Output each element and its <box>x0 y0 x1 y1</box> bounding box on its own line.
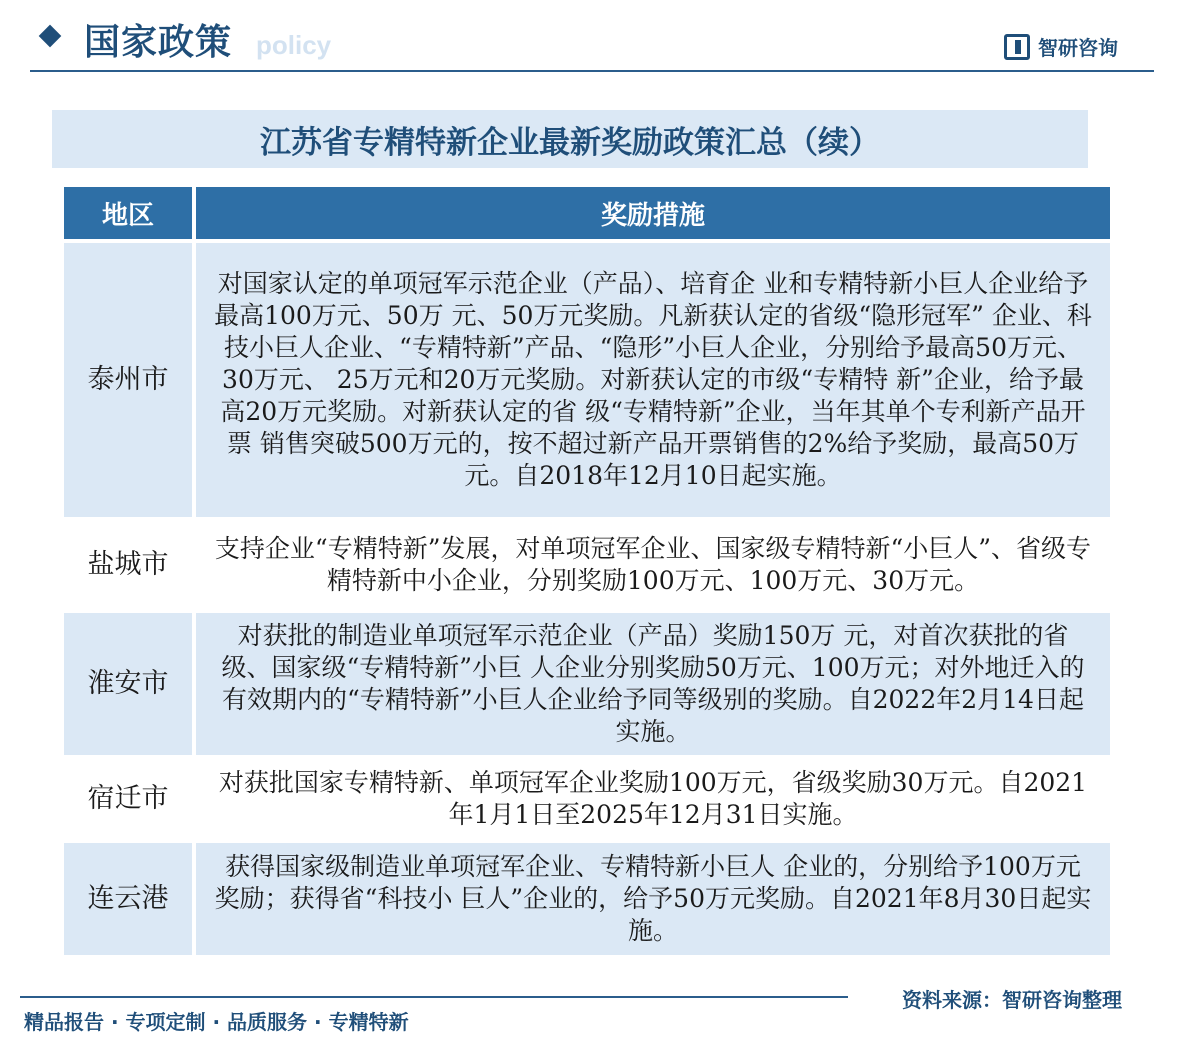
measure-cell: 对国家认定的单项冠军示范企业（产品）、培育企 业和专精特新小巨人企业给予最高100万元、50万 元、50万元奖励。凡新获认定的省级“隐形冠军” 企业、科技小巨人企业、“专精特新”产品、“隐形”小巨人企业，分别给予最高50万元、30万元、 25万元和20万元奖励。对新获认定的市级“专精特 新”企业，给予最高20万元奖励。对新获认定的省 级“专精特新”企业，当年其单个专利新产品开票 销售突破500万元的，按不超过新产品开票销售的2%给予奖励，最高50万元。自2018年12月10日起实施。 <box>196 243 1110 517</box>
table-header <box>64 187 1110 239</box>
column-header-measure: 奖励措施 <box>196 187 1110 239</box>
measure-cell: 获得国家级制造业单项冠军企业、专精特新小巨人 企业的，分别给予100万元奖励；获得省“科技小 巨人”企业的，给予50万元奖励。自2021年8月30日起实施。 <box>196 843 1110 955</box>
top-bar <box>0 0 1184 76</box>
region-cell: 淮安市 <box>64 613 192 755</box>
region-cell: 泰州市 <box>64 243 192 517</box>
region-cell: 连云港 <box>64 843 192 955</box>
section-subtitle: policy <box>256 30 332 60</box>
measure-cell: 支持企业“专精特新”发展，对单项冠军企业、国家级专精特新“小巨人”、省级专精特新中小企业，分别奖励100万元、100万元、30万元。 <box>196 521 1110 609</box>
column-header-region: 地区 <box>64 187 192 239</box>
brand-logo-icon <box>1004 34 1030 60</box>
measure-cell: 对获批的制造业单项冠军示范企业（产品）奖励150万 元，对首次获批的省级、国家级“专精特新”小巨 人企业分别奖励50万元、100万元；对外地迁入的 有效期内的“专精特新”小巨人企业给予同等级别的奖励。自2022年2月14日起实施。 <box>196 613 1110 755</box>
policy-table <box>64 187 1110 959</box>
region-cell: 盐城市 <box>64 521 192 609</box>
table-row <box>64 843 1110 955</box>
top-divider <box>30 70 1154 72</box>
footer-slogan: 精品报告 · 专项定制 · 品质服务 · 专精特新 <box>24 1010 409 1034</box>
bottom-divider <box>20 996 848 998</box>
diamond-icon <box>39 25 62 48</box>
section-title: 国家政策 <box>84 21 233 63</box>
table-row <box>64 521 1110 609</box>
source-note: 资料来源：智研咨询整理 <box>902 988 1122 1012</box>
region-cell: 宿迁市 <box>64 759 192 839</box>
measure-cell: 对获批国家专精特新、单项冠军企业奖励100万元，省级奖励30万元。自2021年1月1日至2025年12月31日实施。 <box>196 759 1110 839</box>
table-title-banner: 江苏省专精特新企业最新奖励政策汇总（续） <box>52 110 1088 168</box>
table-row <box>64 613 1110 755</box>
table-row <box>64 243 1110 517</box>
table-row <box>64 759 1110 839</box>
brand <box>1004 32 1118 61</box>
brand-name: 智研咨询 <box>1038 36 1118 60</box>
